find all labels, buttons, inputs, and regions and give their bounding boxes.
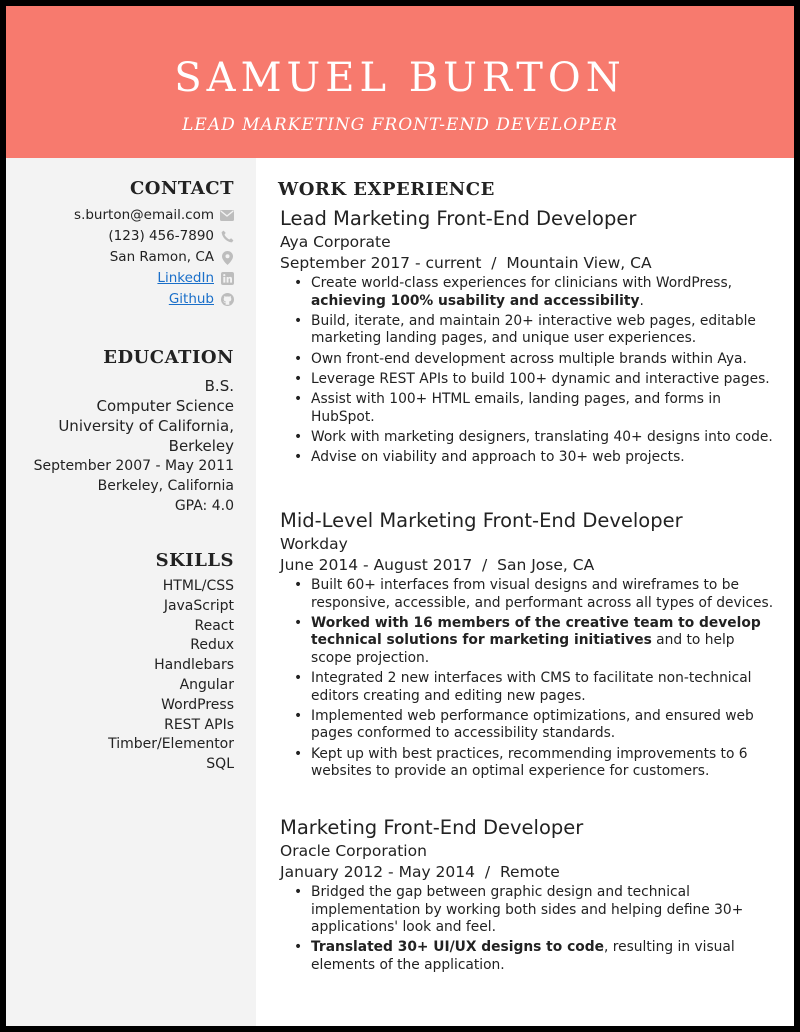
education-heading: EDUCATION — [103, 347, 234, 368]
work-experience-heading: WORK EXPERIENCE — [278, 179, 495, 200]
skill-item: SQL — [206, 756, 234, 773]
phone-icon — [220, 230, 234, 244]
contact-github[interactable] — [14, 289, 234, 310]
skill-item: Timber/Elementor — [108, 736, 234, 753]
education-school-line2: Berkeley — [168, 437, 234, 455]
job-company: Workday — [280, 535, 348, 553]
job-location: San Jose, CA — [497, 556, 595, 574]
bullet-item: • Advise on viability and approach to 30+ web projects. — [294, 449, 776, 467]
education-section — [14, 347, 234, 516]
education-field: Computer Science — [96, 397, 234, 415]
job-company: Oracle Corporation — [280, 842, 427, 860]
job-meta: September 2017 - current / Mountain View, CA — [280, 254, 652, 272]
skill-item: Handlebars — [154, 657, 234, 674]
job-entry — [280, 508, 776, 783]
job-entry — [280, 815, 776, 977]
candidate-title: LEAD MARKETING FRONT-END DEVELOPER — [182, 115, 618, 135]
bullet-item: • Create world-class experiences for clinicians with WordPress, achieving 100% usability and accessibility. — [294, 275, 776, 310]
job-company: Aya Corporate — [280, 233, 391, 251]
skill-item: JavaScript — [163, 597, 234, 614]
bullet-item: • Work with marketing designers, translating 40+ designs into code. — [294, 429, 776, 447]
skill-item: REST APIs — [164, 716, 234, 733]
education-school-line1: University of California, — [58, 417, 234, 435]
skill-item: WordPress — [161, 696, 234, 713]
job-bullets — [294, 884, 776, 974]
resume-page — [6, 6, 794, 1026]
education-gpa: GPA: 4.0 — [174, 498, 234, 514]
skill-item: HTML/CSS — [162, 578, 234, 594]
job-dates: June 2014 - August 2017 — [280, 556, 473, 574]
bullet-item: • Kept up with best practices, recommending improvements to 6 websites to provide an optimal experience for customers. — [294, 746, 776, 781]
bullet-item: • Bridged the gap between graphic design and technical implementation by working both sides and helping define 30+ applications' look and feel. — [294, 884, 776, 937]
phone-text[interactable]: (123) 456-7890 — [108, 228, 214, 244]
contact-section — [14, 178, 234, 310]
skills-heading: SKILLS — [155, 550, 234, 571]
job-bullets — [294, 577, 776, 781]
bullet-item: • Assist with 100+ HTML emails, landing pages, and forms in HubSpot. — [294, 391, 776, 426]
job-title: Lead Marketing Front-End Developer — [280, 207, 637, 230]
envelope-icon — [220, 209, 234, 223]
bullet-item: • Own front-end development across multiple brands within Aya. — [294, 351, 776, 369]
bullet-item: • Worked with 16 members of the creative team to develop technical solutions for marketing initiatives and to help scope projection. — [294, 615, 776, 668]
education-dates: September 2007 - May 2011 — [33, 458, 234, 474]
bullet-item: • Implemented web performance optimizations, and ensured web pages conformed to accessibility standards. — [294, 708, 776, 743]
sidebar — [6, 158, 256, 1026]
contact-heading: CONTACT — [129, 178, 234, 199]
job-location: Remote — [499, 863, 560, 881]
job-bullets — [294, 275, 776, 467]
bullet-item: • Integrated 2 new interfaces with CMS to facilitate non-technical editors creating and editing new pages. — [294, 670, 776, 705]
resume-header — [6, 6, 794, 158]
location-text: San Ramon, CA — [109, 249, 214, 265]
bullet-item: • Leverage REST APIs to build 100+ dynamic and interactive pages. — [294, 371, 776, 389]
skill-item: Angular — [179, 676, 234, 693]
job-dates: September 2017 - current — [280, 254, 482, 272]
education-degree: B.S. — [204, 377, 234, 395]
skills-section — [14, 550, 234, 775]
job-meta: June 2014 - August 2017 / San Jose, CA — [280, 556, 595, 574]
linkedin-link[interactable]: LinkedIn — [157, 270, 214, 286]
job-dates: January 2012 - May 2014 — [280, 863, 475, 881]
bullet-item: • Built 60+ interfaces from visual designs and wireframes to be responsive, accessible, and performant across all types of devices. — [294, 577, 776, 612]
github-link[interactable]: Github — [168, 291, 214, 307]
map-pin-icon — [220, 251, 234, 265]
contact-phone[interactable] — [14, 226, 234, 247]
job-title: Marketing Front-End Developer — [280, 816, 584, 839]
contact-email[interactable] — [14, 205, 234, 226]
job-meta: January 2012 - May 2014 / Remote — [280, 863, 560, 881]
github-icon — [220, 293, 234, 307]
candidate-name: SAMUEL BURTON — [174, 55, 626, 101]
linkedin-icon — [220, 272, 234, 286]
bullet-item: • Build, iterate, and maintain 20+ interactive web pages, editable marketing landing pages, and unique user experiences. — [294, 313, 776, 348]
bullet-item: • Translated 30+ UI/UX designs to code, resulting in visual elements of the application. — [294, 939, 776, 974]
education-location: Berkeley, California — [97, 478, 234, 494]
job-location: Mountain View, CA — [506, 254, 652, 272]
skill-item: React — [194, 617, 234, 634]
job-entry — [280, 206, 776, 470]
contact-linkedin[interactable] — [14, 268, 234, 289]
contact-location — [14, 247, 234, 268]
email-text[interactable]: s.burton@email.com — [74, 207, 214, 223]
skill-item: Redux — [190, 637, 234, 654]
job-title: Mid-Level Marketing Front-End Developer — [280, 509, 683, 532]
